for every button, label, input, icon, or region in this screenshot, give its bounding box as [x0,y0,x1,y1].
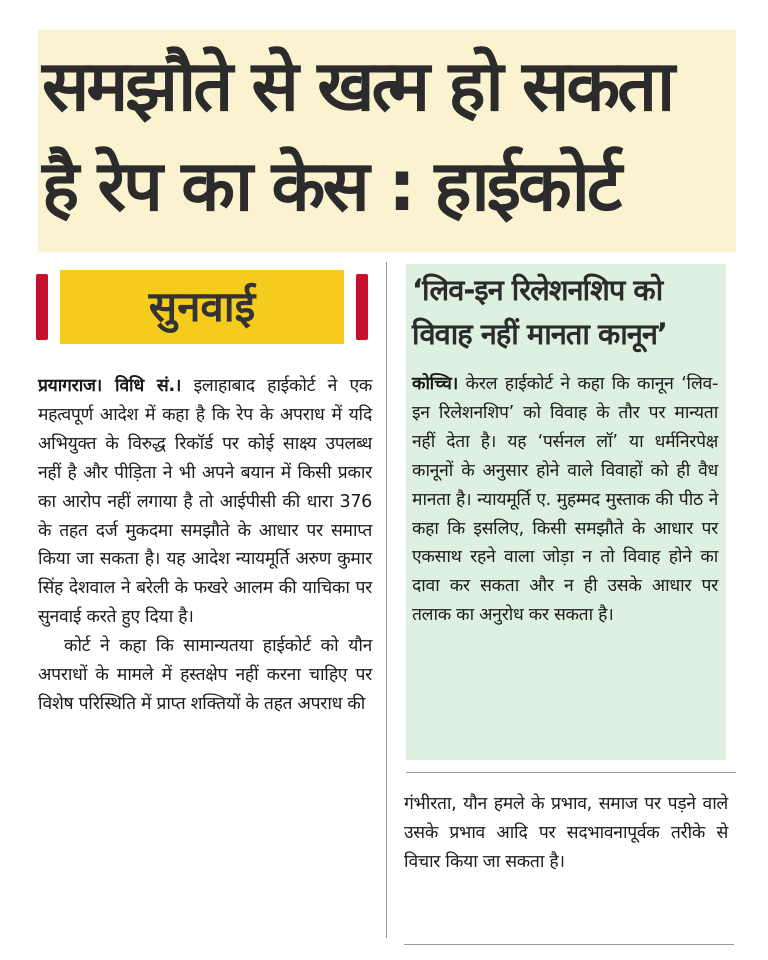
article-continuation [404,790,728,877]
article-paragraph-2: कोर्ट ने कहा कि सामान्यतया हाईकोर्ट को यौन अपराधों के मामले में हस्तक्षेप नहीं करना चाहिए पर विशेष परिस्थिति में प्राप्त शक्तियों के तहत अपराध की [38,636,372,714]
sidebar-dateline: कोच्चि। [412,374,458,394]
sidebar-title-line-2: विवाह नहीं मानता कानून’ [412,317,667,351]
section-label-left-bar [36,274,48,340]
column-divider [386,262,387,938]
headline-line-2: है रेप का केस : हाईकोर्ट [42,145,620,227]
article-dateline: प्रयागराज। विधि सं.। [38,376,182,396]
article-left-column [38,372,372,719]
page-bottom-rule [404,944,734,945]
section-label-banner [36,270,368,346]
article-paragraph-1-text: इलाहाबाद हाईकोर्ट ने एक महत्वपूर्ण आदेश में कहा है कि रेप के अपराध में यदि अभियुक्त के विरुद्ध रिकॉर्ड पर कोई साक्ष्य उपलब्ध नहीं है और पीड़िता ने भी अपने बयान में किसी प्रकार का आरोप नहीं लगाया है तो आईपीसी की धारा 376 के तहत दर्ज मुकदमा समझौते के आधार पर समाप्त किया जा सकता है। यह आदेश न्यायमूर्ति अरुण कुमार सिंह देशवाल ने बरेली के फखरे आलम की याचिका पर सुनवाई करते हुए दिया है। [38,376,372,628]
sidebar-box-title [412,268,728,356]
article-paragraph-1 [38,372,372,632]
section-label-right-bar [356,274,368,340]
sidebar-bottom-rule [406,772,736,773]
headline [42,36,732,236]
article-continuation-text: गंभीरता, यौन हमले के प्रभाव, समाज पर पड़ने वाले उसके प्रभाव आदि पर सदभावनापूर्वक तरीके से विचार किया जा सकता है। [404,794,728,872]
headline-line-1: समझौते से खत्म हो सकता [42,45,673,127]
section-label: सुनवाई [60,270,344,344]
sidebar-title-line-1: ‘लिव-इन रिलेशनशिप को [412,273,663,307]
sidebar-box-text [412,370,718,630]
sidebar-paragraph-text: केरल हाईकोर्ट ने कहा कि कानून ‘लिव-इन रिलेशनशिप’ को विवाह के तौर पर मान्यता नहीं देता है। यह ‘पर्सनल लॉ’ या धर्मनिरपेक्ष कानूनों के अनुसार होने वाले विवाहों को ही वैध मानता है। न्यायमूर्ति ए. मुहम्मद मुस्ताक की पीठ ने कहा कि इसलिए, किसी समझौते के आधार पर एकसाथ रहने वाला जोड़ा न तो विवाह होने का दावा कर सकता और न ही उसके आधार पर तलाक का अनुरोध कर सकता है। [412,374,718,626]
sidebar-paragraph [412,370,718,630]
